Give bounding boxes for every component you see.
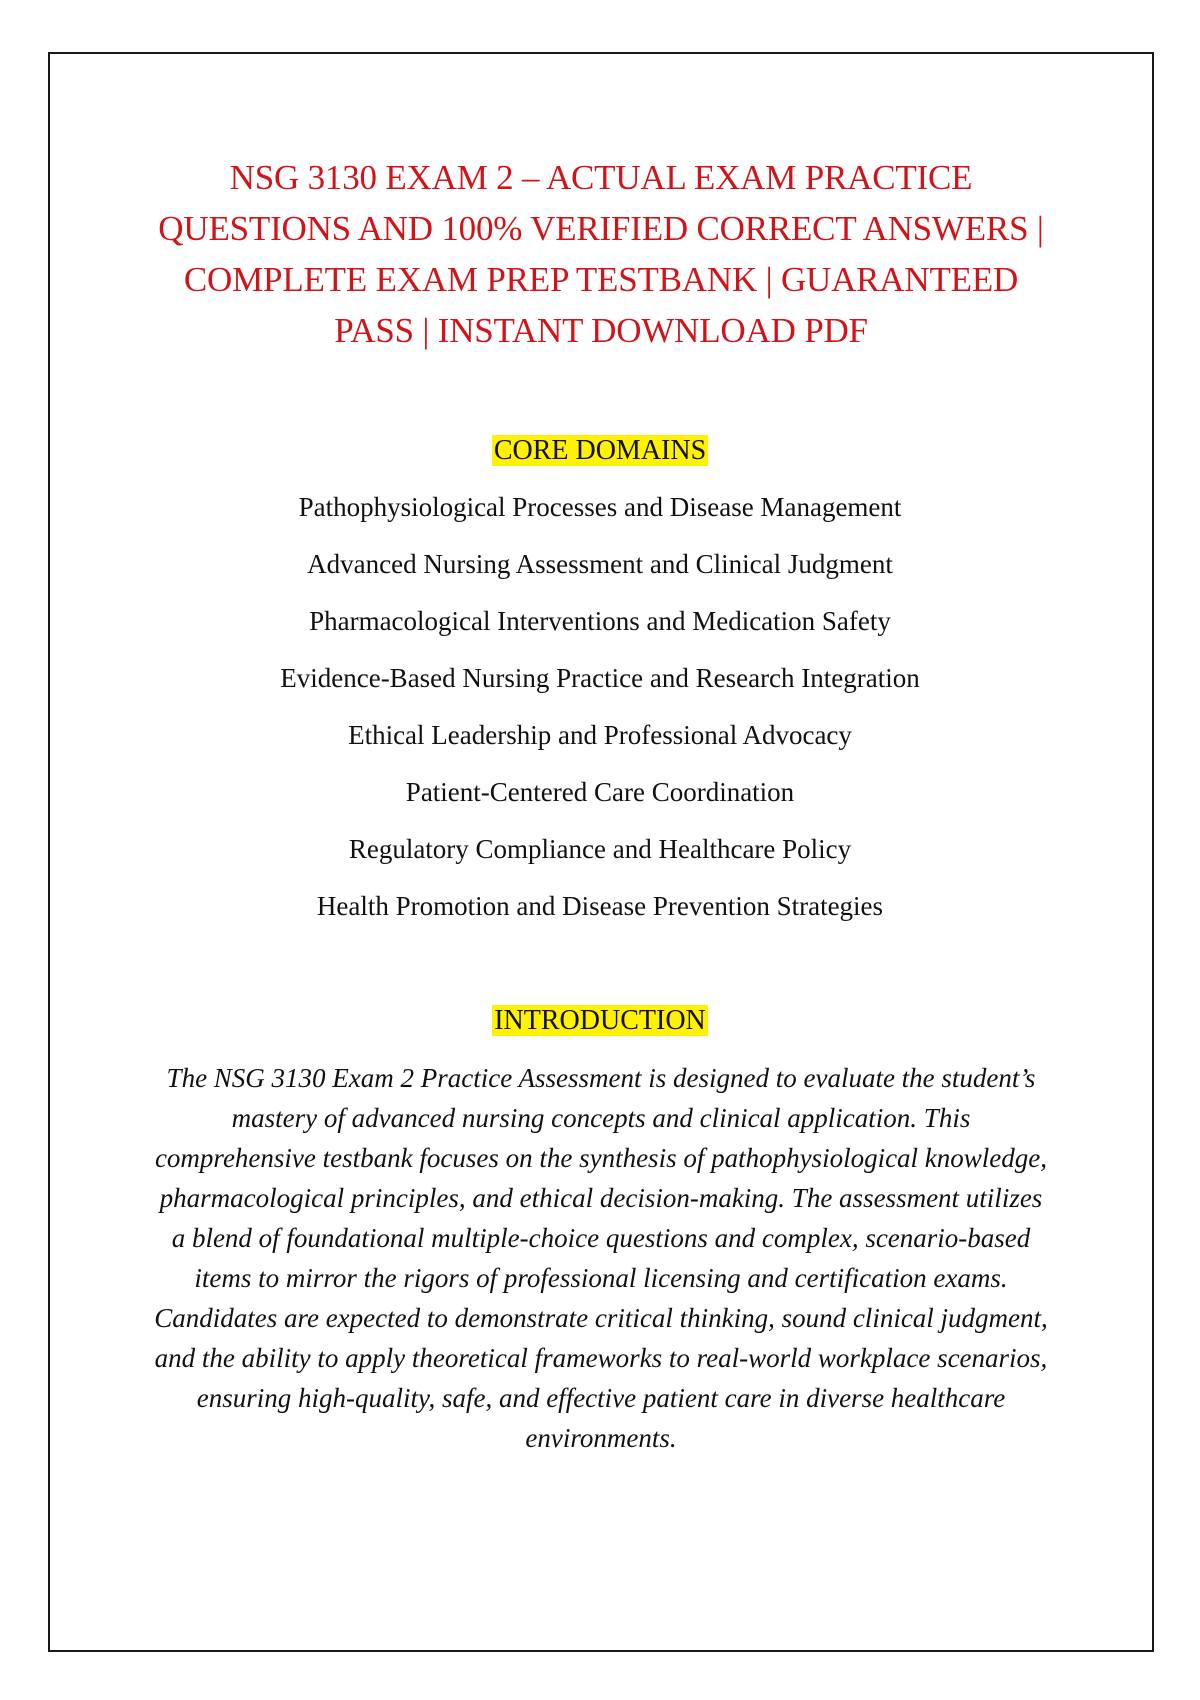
domain-item: Ethical Leadership and Professional Advocacy (348, 720, 852, 750)
introduction-line: ensuring high-quality, safe, and effective patient care in diverse healthcare (196, 1383, 1006, 1413)
core-domains-heading-text: CORE DOMAINS (493, 435, 707, 466)
introduction-line: and the ability to apply theoretical frameworks to real-world workplace scenarios, (154, 1343, 1048, 1373)
introduction-line: a blend of foundational multiple-choice questions and complex, scenario-based (171, 1223, 1031, 1253)
domain-item: Evidence-Based Nursing Practice and Research Integration (280, 663, 920, 693)
introduction-heading-text: INTRODUCTION (494, 1005, 706, 1036)
introduction-line: items to mirror the rigors of professional licensing and certification exams. (194, 1263, 1008, 1293)
core-domains-list (0, 487, 1200, 943)
document-title-line: PASS | INSTANT DOWNLOAD PDF (334, 311, 868, 350)
introduction-paragraph (128, 1058, 1074, 1458)
domain-item: Patient-Centered Care Coordination (405, 777, 795, 807)
introduction-line: The NSG 3130 Exam 2 Practice Assessment is designed to evaluate the student’s (166, 1063, 1036, 1093)
introduction-line: Candidates are expected to demonstrate critical thinking, sound clinical judgment, (154, 1303, 1048, 1333)
document-title-line: COMPLETE EXAM PREP TESTBANK | GUARANTEED (183, 260, 1019, 299)
introduction-line: pharmacological principles, and ethical decision-making. The assessment utilizes (159, 1183, 1043, 1213)
domain-item: Health Promotion and Disease Prevention Strategies (316, 891, 884, 921)
document-title-line: QUESTIONS AND 100% VERIFIED CORRECT ANSWERS | (158, 209, 1044, 248)
domain-item: Advanced Nursing Assessment and Clinical Judgment (307, 549, 893, 579)
domain-item: Pathophysiological Processes and Disease Management (298, 492, 902, 522)
introduction-heading (0, 1003, 1200, 1039)
introduction-line: comprehensive testbank focuses on the synthesis of pathophysiological knowledge, (154, 1143, 1048, 1173)
core-domains-heading (0, 433, 1200, 469)
domain-item: Pharmacological Interventions and Medication Safety (309, 606, 891, 636)
introduction-line: environments. (525, 1423, 677, 1453)
document-title (128, 152, 1074, 356)
document-title-line: NSG 3130 EXAM 2 – ACTUAL EXAM PRACTICE (229, 158, 973, 197)
domain-item: Regulatory Compliance and Healthcare Policy (348, 834, 852, 864)
introduction-line: mastery of advanced nursing concepts and clinical application. This (231, 1103, 971, 1133)
